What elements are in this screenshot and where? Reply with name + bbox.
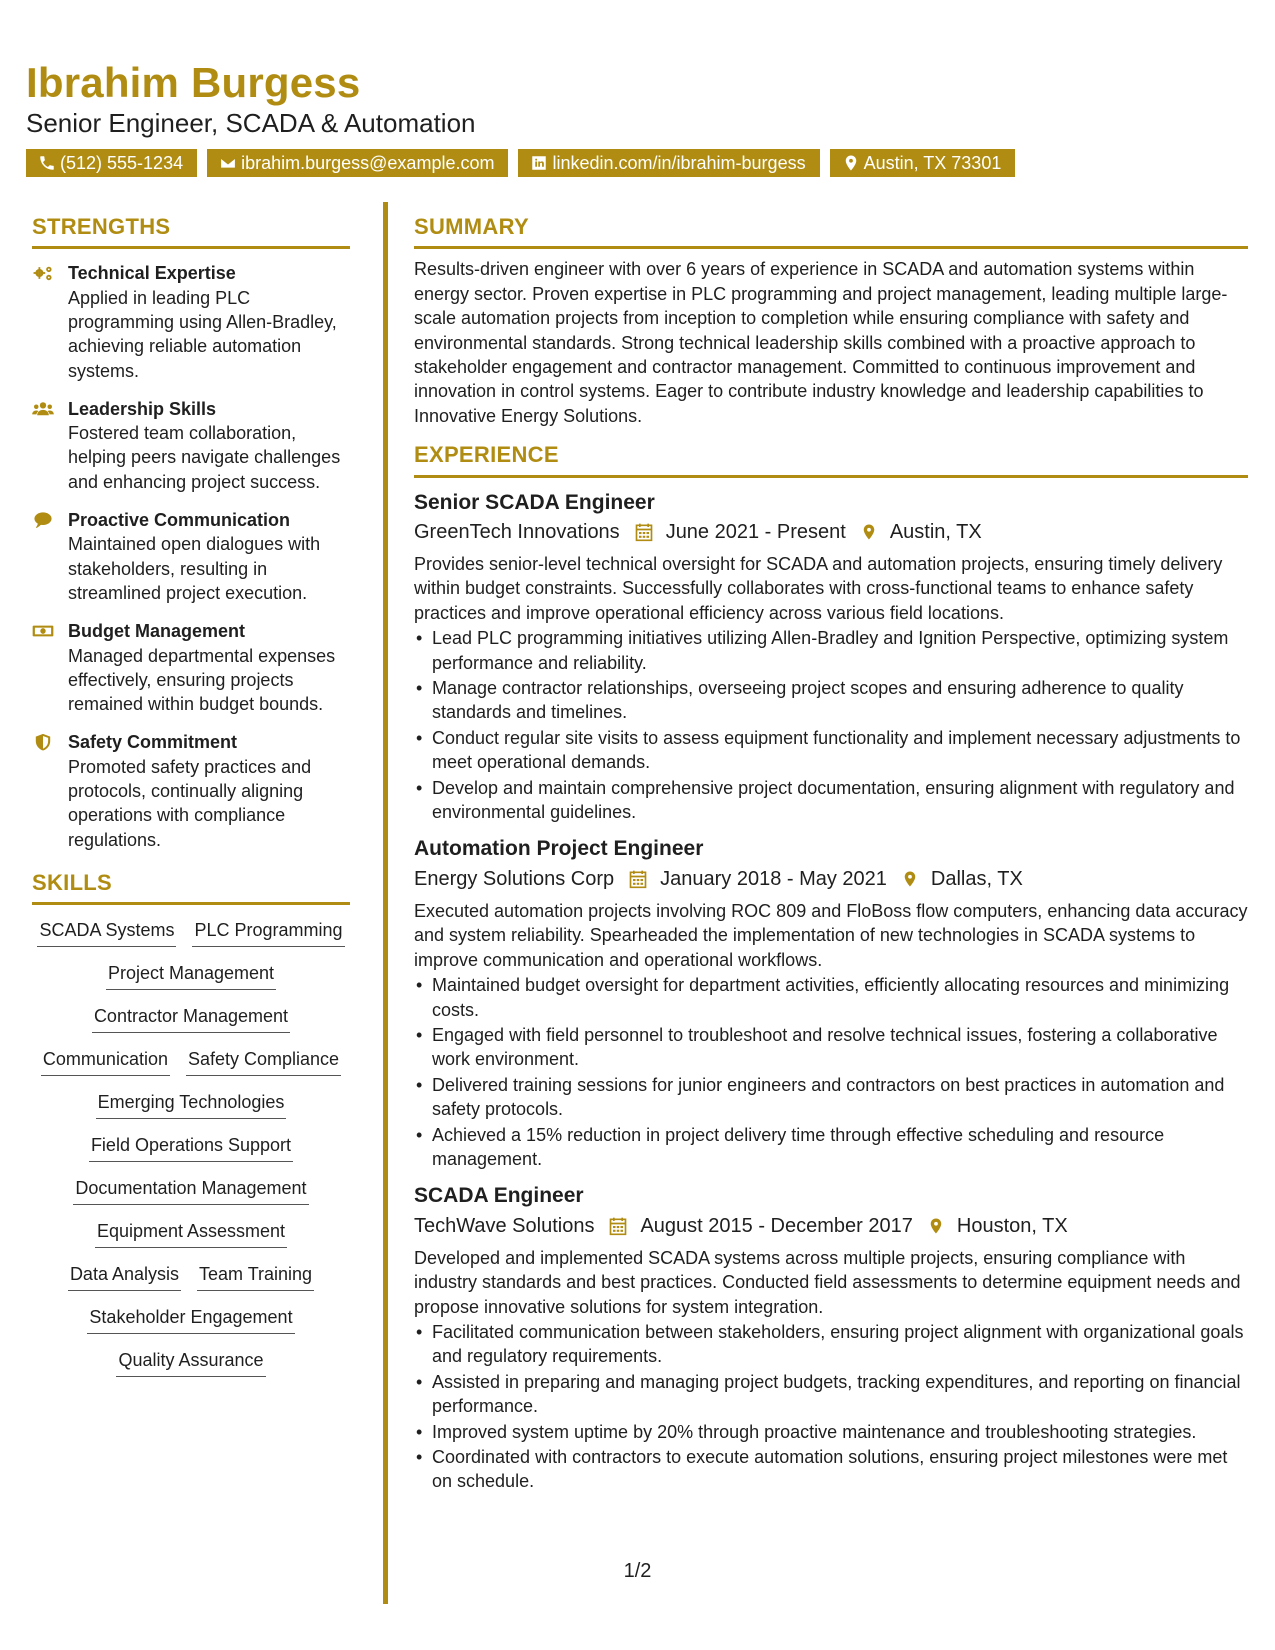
job-entry <box>414 834 1248 1171</box>
map-pin-icon <box>927 1216 945 1236</box>
strength-title: Safety Commitment <box>68 732 238 753</box>
skill-tag: Team Training <box>197 1261 314 1291</box>
map-pin-icon <box>842 154 860 172</box>
job-title: SCADA Engineer <box>414 1184 584 1208</box>
job-dates: January 2018 - May 2021 <box>660 867 887 890</box>
job-meta <box>414 1212 1248 1240</box>
contact-location <box>830 149 1016 177</box>
job-bullet: • Manage contractor relationships, overseeing project scopes and ensuring adherence to quality standards and timelines. <box>414 676 1248 725</box>
contact-bar <box>26 149 1246 177</box>
strengths-heading: STRENGTHS <box>32 214 350 249</box>
job-title: Automation Project Engineer <box>414 837 704 861</box>
experience-section <box>414 442 1248 1494</box>
job-bullet: • Coordinated with contractors to execute automation solutions, ensuring project milestones were met on schedule. <box>414 1445 1248 1494</box>
skill-tag: Contractor Management <box>92 1003 290 1033</box>
skills-heading: SKILLS <box>32 870 350 905</box>
job-description: Executed automation projects involving ROC 809 and FloBoss flow computers, enhancing data accuracy and system reliability. Spearheaded the implementation of new technologies in SCADA systems to improve communication and operational workflows. <box>414 900 1248 970</box>
skill-tag: Field Operations Support <box>89 1132 293 1162</box>
phone-text: (512) 555-1234 <box>60 153 184 174</box>
users-icon <box>32 400 54 418</box>
linkedin-text: linkedin.com/in/ibrahim-burgess <box>552 153 806 174</box>
skill-tag: Project Management <box>106 960 276 990</box>
skill-tag: Data Analysis <box>68 1261 181 1291</box>
job-dates: August 2015 - December 2017 <box>640 1214 913 1237</box>
money-bill-icon <box>32 622 54 640</box>
strength-item <box>32 730 350 851</box>
speech-bubble-icon <box>32 511 54 529</box>
skill-tag: Emerging Technologies <box>96 1089 287 1119</box>
job-entry <box>414 1181 1248 1493</box>
job-dates: June 2021 - Present <box>665 521 846 544</box>
strength-title: Budget Management <box>68 621 246 642</box>
summary-heading: SUMMARY <box>414 214 1248 249</box>
skill-tag: SCADA Systems <box>37 917 176 947</box>
job-bullet: • Maintained budget oversight for department activities, efficiently allocating resources and minimizing costs. <box>414 973 1248 1022</box>
job-location: Houston, TX <box>956 1214 1068 1237</box>
strength-title: Leadership Skills <box>68 398 217 419</box>
skills-list <box>32 917 350 1377</box>
left-column <box>32 214 350 1377</box>
strength-desc: Maintained open dialogues with stakeholders, resulting in streamlined project execution. <box>68 534 321 603</box>
gears-icon <box>32 264 54 282</box>
skill-tag: PLC Programming <box>192 917 344 947</box>
strength-title: Proactive Communication <box>68 510 291 531</box>
job-bullet: • Develop and maintain comprehensive project documentation, ensuring alignment with regulatory and environmental guidelines. <box>414 776 1248 825</box>
job-bullet: • Engaged with field personnel to troubleshoot and resolve technical issues, fostering a collaborative work environment. <box>414 1023 1248 1072</box>
job-title: Senior SCADA Engineer <box>414 490 655 514</box>
map-pin-icon <box>901 869 919 889</box>
candidate-name: Ibrahim Burgess <box>26 59 361 106</box>
candidate-title: Senior Engineer, SCADA & Automation <box>26 108 476 139</box>
job-meta <box>414 865 1248 893</box>
job-description: Provides senior-level technical oversight for SCADA and automation projects, ensuring timely delivery within budget constraints. Successfully collaborates with cross-functional teams to enhance safety practices and improve operational efficiency across various field locations. <box>414 554 1223 623</box>
job-meta <box>414 518 1248 546</box>
skill-tag: Quality Assurance <box>116 1347 265 1377</box>
job-description: Developed and implemented SCADA systems across multiple projects, ensuring compliance with industry standards and best practices. Conducted field assessments to determine equipment needs and propose innovative solutions for system integration. <box>414 1247 1241 1317</box>
strength-item <box>32 619 350 716</box>
contact-phone[interactable] <box>26 149 197 177</box>
job-location: Austin, TX <box>889 521 982 544</box>
contact-linkedin[interactable] <box>518 149 819 177</box>
skills-section <box>32 870 350 1377</box>
job-bullet: • Delivered training sessions for junior engineers and contractors on best practices in automation and safety protocols. <box>414 1073 1248 1122</box>
job-entry <box>414 488 1248 825</box>
strengths-list <box>32 261 350 852</box>
skill-tag: Documentation Management <box>73 1175 308 1205</box>
calendar-icon <box>608 1216 628 1236</box>
strengths-section <box>32 214 350 852</box>
map-pin-icon <box>860 522 878 542</box>
job-company: TechWave Solutions <box>414 1214 595 1237</box>
strength-item <box>32 397 350 494</box>
strength-title: Technical Expertise <box>68 263 236 284</box>
resume-header <box>26 60 1246 177</box>
location-text: Austin, TX 73301 <box>863 153 1002 174</box>
job-bullets <box>414 973 1248 1171</box>
shield-icon <box>32 733 54 751</box>
job-company: GreenTech Innovations <box>414 521 620 544</box>
envelope-icon <box>219 154 237 172</box>
job-company: Energy Solutions Corp <box>414 867 615 890</box>
column-divider <box>383 202 388 1604</box>
job-bullet: • Conduct regular site visits to assess equipment functionality and implement necessary adjustments to meet operational demands. <box>414 726 1248 775</box>
job-bullet: • Lead PLC programming initiatives utilizing Allen-Bradley and Ignition Perspective, optimizing system performance and reliability. <box>414 626 1248 675</box>
job-location: Dallas, TX <box>930 867 1023 890</box>
skill-tag: Equipment Assessment <box>95 1218 287 1248</box>
job-bullet: • Facilitated communication between stakeholders, ensuring project alignment with organizational goals and regulatory requirements. <box>414 1320 1248 1369</box>
job-bullets <box>414 626 1248 824</box>
phone-icon <box>38 154 56 172</box>
summary-text: Results-driven engineer with over 6 years of experience in SCADA and automation systems within energy sector. Proven expertise in PLC programming and project management, leading multiple large-scale automation projects from inception to completion while ensuring compliance with safety and environmental standards. Strong technical leadership skills combined with a proactive approach to stakeholder engagement and contractor management. Committed to continuous improvement and innovation in control systems. Eager to contribute industry knowledge and leadership capabilities to Innovative Energy Solutions. <box>414 259 1228 426</box>
job-bullet: • Improved system uptime by 20% through proactive maintenance and troubleshooting strategies. <box>414 1420 1248 1444</box>
strength-desc: Promoted safety practices and protocols, continually aligning operations with compliance regulations. <box>68 756 312 850</box>
calendar-icon <box>628 869 648 889</box>
skill-tag: Communication <box>41 1046 170 1076</box>
experience-heading: EXPERIENCE <box>414 442 1248 477</box>
strength-desc: Fostered team collaboration, helping peers navigate challenges and enhancing project success. <box>68 423 341 492</box>
strength-item <box>32 261 350 382</box>
skill-tag: Safety Compliance <box>186 1046 341 1076</box>
strength-item <box>32 508 350 605</box>
page-number: 1/2 <box>623 1560 652 1582</box>
skill-tag: Stakeholder Engagement <box>87 1304 294 1334</box>
job-bullets <box>414 1320 1248 1494</box>
right-column <box>414 214 1248 1495</box>
email-text: ibrahim.burgess@example.com <box>241 153 495 174</box>
strength-desc: Managed departmental expenses effectively, ensuring projects remained within budget bounds. <box>68 645 336 715</box>
job-bullet: • Assisted in preparing and managing project budgets, tracking expenditures, and reporting on financial performance. <box>414 1370 1248 1419</box>
calendar-icon <box>634 522 654 542</box>
linkedin-icon <box>530 154 548 172</box>
job-bullet: • Achieved a 15% reduction in project delivery time through effective scheduling and resource management. <box>414 1123 1248 1172</box>
strength-desc: Applied in leading PLC programming using Allen-Bradley, achieving reliable automation systems. <box>68 287 337 381</box>
contact-email[interactable] <box>207 149 508 177</box>
summary-section <box>414 214 1248 428</box>
